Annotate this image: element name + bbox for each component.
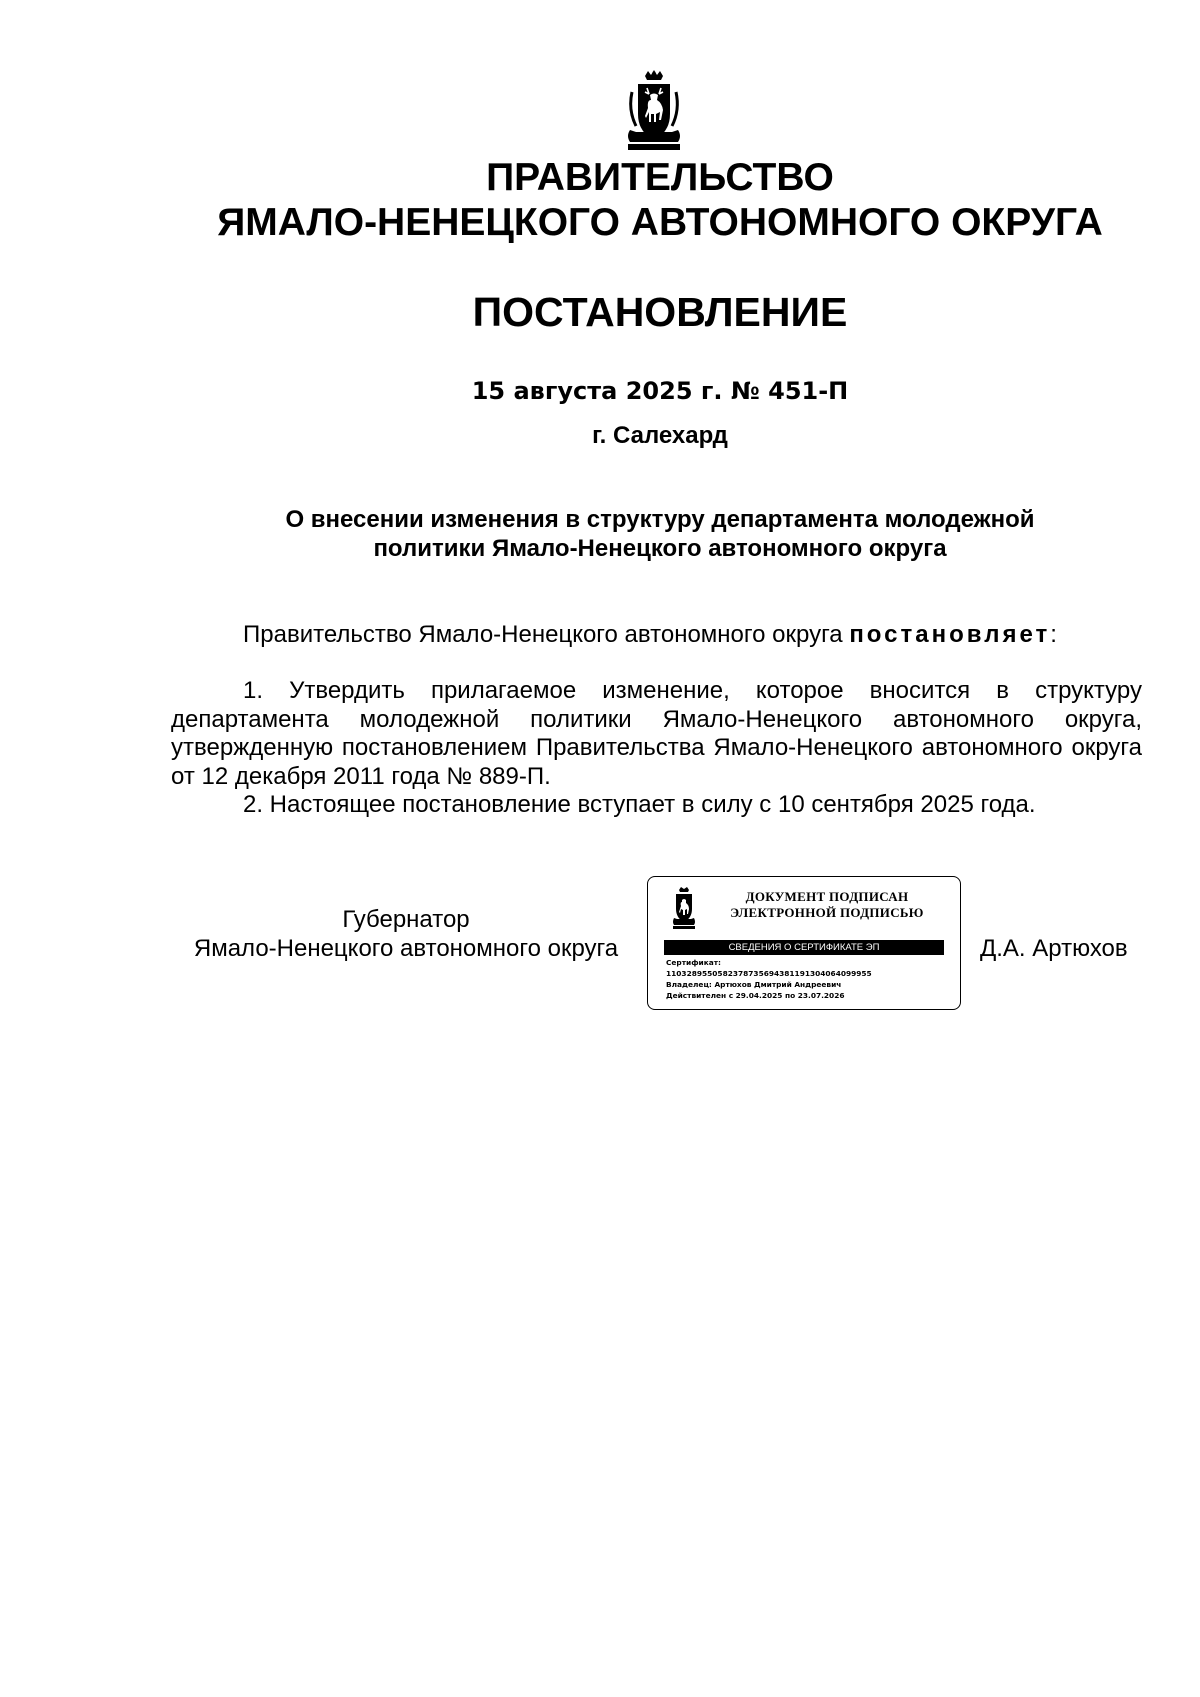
stamp-certificate-details	[666, 957, 946, 1001]
stamp-cert-label: Сертификат:	[666, 958, 721, 967]
subject-line1: О внесении изменения в структуру департамента молодежной	[285, 506, 1035, 533]
signatory-title-line2: Ямало-Ненецкого автономного округа	[193, 935, 619, 962]
stamp-certificate-bar: СВЕДЕНИЯ О СЕРТИФИКАТЕ ЭП	[664, 940, 944, 955]
coat-of-arms-icon	[618, 70, 690, 154]
preamble-verb: постановляет	[849, 621, 1051, 648]
document-date-number: 15 августа 2025 г. № 451-П	[471, 377, 849, 405]
electronic-signature-stamp	[647, 876, 961, 1010]
document-city: г. Салехард	[592, 422, 728, 449]
stamp-title-line1: ДОКУМЕНТ ПОДПИСАН	[745, 889, 909, 904]
preamble	[243, 621, 1163, 650]
stamp-owner: Владелец: Артюхов Дмитрий Андреевич	[666, 980, 842, 989]
stamp-cert-number: 1103289550582378735694381191304064099955	[666, 969, 872, 978]
paragraph-item-1: 1. Утвердить прилагаемое изменение, которое вносится в структуру департамента молодежной политики Ямало-Ненецкого автономного округа, утвержденную постановлением Правительства Ямало-Ненецкого автономного округа от 12 декабря 2011 года № 889-П.	[171, 677, 1142, 790]
stamp-title	[712, 889, 942, 921]
stamp-coat-of-arms-icon	[670, 887, 698, 929]
preamble-text: Правительство Ямало-Ненецкого автономного округа	[243, 621, 843, 648]
signatory-name: Д.А. Артюхов	[980, 935, 1128, 962]
stamp-title-line2: ЭЛЕКТРОННОЙ ПОДПИСЬЮ	[730, 905, 924, 920]
organization-name-line1: ПРАВИТЕЛЬСТВО	[486, 156, 834, 199]
signatory-title	[171, 905, 641, 963]
document-subject	[230, 505, 1090, 563]
subject-line2: политики Ямало-Ненецкого автономного округа	[373, 535, 947, 562]
stamp-validity: Действителен с 29.04.2025 по 23.07.2026	[666, 991, 845, 1000]
preamble-end: :	[1050, 621, 1057, 648]
signatory-title-line1: Губернатор	[342, 906, 470, 933]
document-type: ПОСТАНОВЛЕНИЕ	[472, 289, 848, 335]
organization-name-line2: ЯМАЛО-НЕНЕЦКОГО АВТОНОМНОГО ОКРУГА	[217, 201, 1103, 244]
paragraph-item-2: 2. Настоящее постановление вступает в силу с 10 сентября 2025 года.	[243, 791, 1036, 818]
